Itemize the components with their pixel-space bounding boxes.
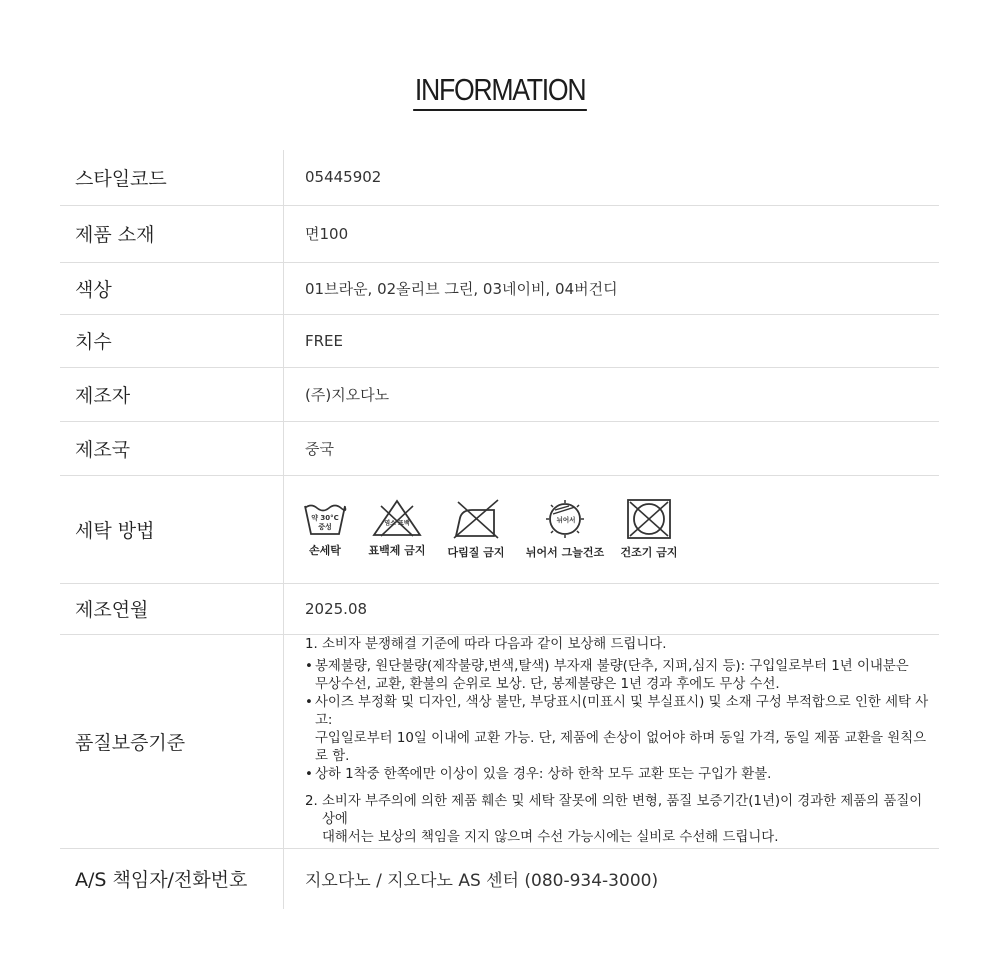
product-info-table <box>60 150 939 909</box>
info-row-date <box>60 583 939 634</box>
bullet-line: • 상하 1착중 한쪽에만 이상이 있을 경우: 상하 한착 모두 교환 또는 구입가 환불. <box>315 766 772 782</box>
quality-bullets <box>305 658 933 784</box>
list-item <box>305 658 933 694</box>
item-text <box>322 793 933 847</box>
info-row-color <box>60 262 939 314</box>
row-value: (주)지오다노 <box>284 367 940 421</box>
info-row-maker <box>60 367 939 421</box>
care-caption: 표백제 금지 <box>368 544 426 557</box>
row-label: 색상 <box>60 262 284 314</box>
row-label: 제조연월 <box>60 583 284 634</box>
info-row-style-code <box>60 150 939 205</box>
no-wring-icon <box>542 498 588 540</box>
no-bleach-icon <box>371 498 423 538</box>
bullet-line: • 봉제불량, 원단불량(제작불량,변색,탈색) 부자재 불량(단추, 지퍼,심지 등): 구입일로부터 1년 이내분은 <box>315 658 909 674</box>
page-title: INFORMATION <box>413 74 587 111</box>
hand-wash-icon <box>303 498 347 538</box>
care-item-shade-dry <box>525 498 605 560</box>
care-item-no-tumble-dry <box>621 498 677 560</box>
row-value: 01브라운, 02올리브 그린, 03네이비, 04버건디 <box>284 262 940 314</box>
care-item-no-bleach <box>367 498 427 558</box>
row-label: 세탁 방법 <box>60 475 284 583</box>
care-caption: 뉘어서 그늘건조 <box>525 546 605 559</box>
row-value: FREE <box>284 314 940 367</box>
item-number: 2. <box>305 793 318 809</box>
care-caption: 손세탁 <box>309 544 341 557</box>
row-label: 제품 소재 <box>60 205 284 262</box>
row-label: 품질보증기준 <box>60 634 284 848</box>
care-caption: 다림질 금지 <box>447 546 505 559</box>
bullet-line: 구입일로부터 10일 이내에 교환 가능. 단, 제품에 손상이 없어야 하며 동일 가격, 동일 제품 교환을 원칙으로 함. <box>315 730 927 764</box>
info-row-wash <box>60 475 939 583</box>
bullet-line: • 사이즈 부정확 및 디자인, 색상 불만, 부당표시(미표시 및 부실표시) 및 소재 구성 부적합으로 인한 세탁 사고: <box>315 694 929 728</box>
no-tumble-dry-icon <box>626 498 672 540</box>
list-item <box>305 766 933 784</box>
info-row-size <box>60 314 939 367</box>
care-symbol-text: 뉘어서 <box>556 516 576 524</box>
care-symbol-text: 중성 <box>318 523 332 531</box>
item-line: 소비자 부주의에 의한 제품 훼손 및 세탁 잘못에 의한 변형, 품질 보증기간(1년)이 경과한 제품의 품질이상에 <box>322 793 923 827</box>
row-value: 지오다노 / 지오다노 AS 센터 (080-934-3000) <box>305 871 659 892</box>
item-line: 대해서는 보상의 책임을 지지 않으며 수선 가능시에는 실비로 수선해 드립니다. <box>322 829 779 845</box>
list-item <box>305 694 933 766</box>
info-row-material <box>60 205 939 262</box>
row-value: 2025.08 <box>284 583 940 634</box>
no-iron-icon <box>450 498 502 540</box>
info-row-country <box>60 421 939 475</box>
row-label: 제조국 <box>60 421 284 475</box>
care-symbol-text: 약 30°C <box>311 514 339 522</box>
row-label: 스타일코드 <box>60 150 284 205</box>
care-symbols <box>284 475 940 583</box>
bullet-line: 무상수선, 교환, 환불의 순위로 보상. 단, 봉제불량은 1년 경과 후에도 무상 수선. <box>315 676 780 692</box>
quality-terms <box>284 634 940 848</box>
row-label: 치수 <box>60 314 284 367</box>
row-value: 05445902 <box>284 150 940 205</box>
row-label: 제조자 <box>60 367 284 421</box>
item-text: 소비자 분쟁해결 기준에 따라 다음과 같이 보상해 드립니다. <box>322 636 667 652</box>
care-item-no-iron <box>446 498 506 560</box>
row-value: 면100 <box>284 205 940 262</box>
quality-item-1 <box>305 636 933 654</box>
row-label: A/S 책임자/전화번호 <box>60 848 284 909</box>
quality-item-2 <box>305 793 933 847</box>
item-number: 1. <box>305 636 318 652</box>
info-row-as <box>60 848 939 909</box>
care-item-hand-wash <box>302 498 348 558</box>
info-row-quality <box>60 634 939 848</box>
care-caption: 건조기 금지 <box>620 546 678 559</box>
care-symbol-text: 염소 표백 <box>384 520 410 527</box>
row-value: 중국 <box>284 421 940 475</box>
